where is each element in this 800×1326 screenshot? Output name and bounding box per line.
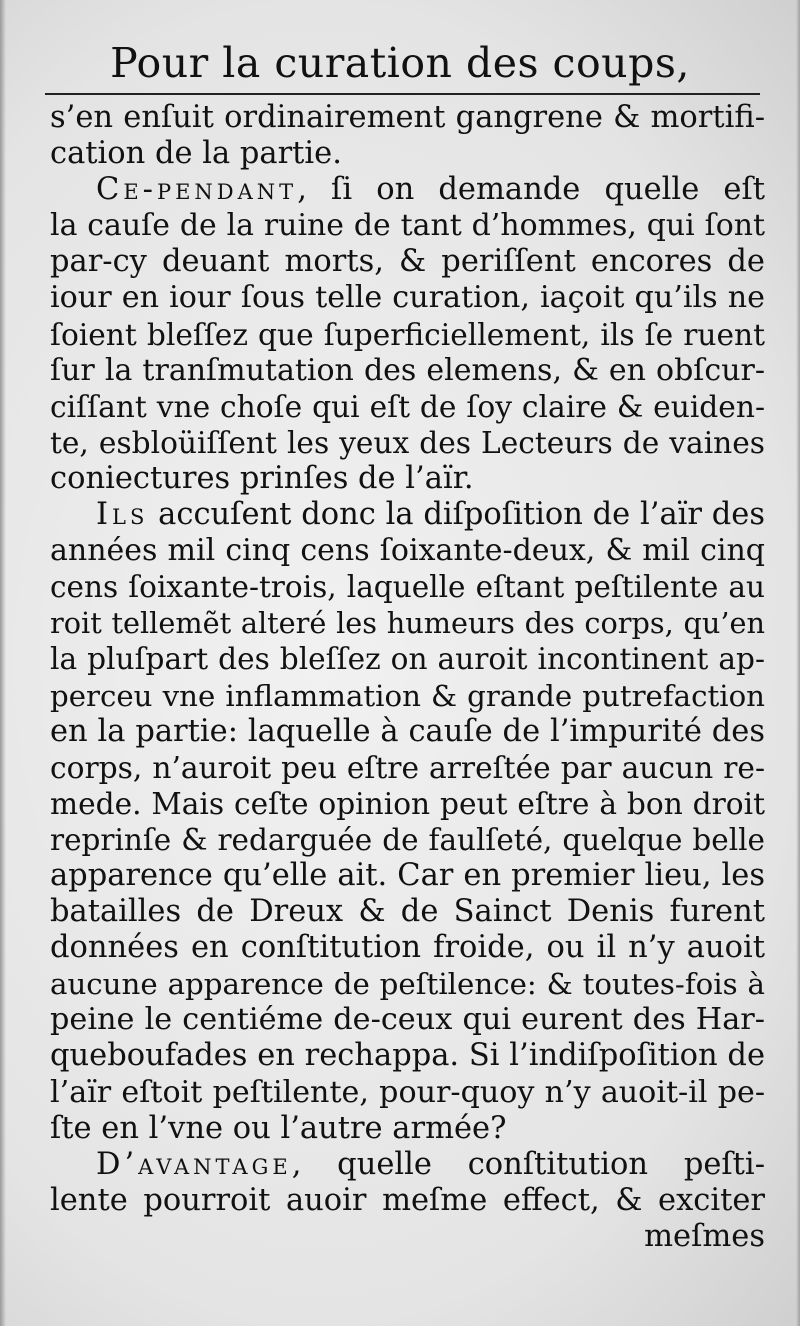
text-line: cens ſoixante-trois, laquelle eſtant peſtilente au xyxy=(50,570,765,605)
text-line: queboufades en rechappa. Si l’indiſpoſition de xyxy=(50,1038,765,1074)
text-line: iour en iour ſous telle curation, iaçoit qu’ils ne xyxy=(50,280,765,316)
paragraph-lead-word: D’avantage xyxy=(96,1146,292,1182)
text-line: données en conſtitution froide, ou il n’y auoit xyxy=(50,930,765,966)
paragraph-lead-word: Ils xyxy=(96,497,149,533)
paragraph-opening-line: Ils accuſent donc la diſpoſition de l’aïr des xyxy=(96,497,765,533)
text-line: te, esbloüiſſent les yeux des Lecteurs de vaines xyxy=(50,424,765,460)
text-line: par-cy deuant morts, & periſſent encores de xyxy=(50,244,765,280)
text-line: ciſſant vne choſe qui eſt de ſoy claire & euiden- xyxy=(50,388,765,424)
text-line: corps, n’auroit peu eſtre arreſtée par aucun re- xyxy=(50,749,765,785)
text-line: lente pourroit auoir meſme effect, & exciter xyxy=(50,1182,765,1218)
text-line: reprinſe & redarguée de faulſeté, quelque belle xyxy=(50,822,765,857)
body-text xyxy=(50,100,765,1255)
text-line: l’aïr eſtoit peſtilente, pour-quoy n’y auoit-il pe- xyxy=(50,1074,765,1110)
text-line: ſoient bleſſez que ſuperficiellement, ils ſe ruent xyxy=(50,316,765,352)
page-left-edge-shadow xyxy=(0,0,6,1326)
paragraph-opening-line: D’avantage, quelle conſtitution peſti- xyxy=(96,1146,765,1182)
text-line: coniectures prinſes de l’aïr. xyxy=(50,460,474,496)
page-right-edge-shadow xyxy=(796,0,800,1326)
text-line: apparence qu’elle ait. Car en premier lieu, les xyxy=(50,857,765,893)
paragraph-lead-word: Ce-pendant xyxy=(96,172,298,208)
text-line: la pluſpart des bleſſez on auroit incontinent ap- xyxy=(50,642,765,677)
text-line: cation de la partie. xyxy=(50,136,342,172)
text-line: ſte en l’vne ou l’autre armée? xyxy=(50,1110,507,1146)
text-line: la cauſe de la ruine de tant d’hommes, qui ſont xyxy=(50,208,765,244)
text-line: années mil cinq cens ſoixante-deux, & mil cinq xyxy=(50,533,765,569)
text-line: mede. Mais ceſte opinion peut eſtre à bon droit xyxy=(50,785,765,821)
text-line: ſur la tranſmutation des elemens, & en obſcur- xyxy=(50,352,765,388)
text-line: peine le centiéme de-ceux qui eurent des Har- xyxy=(50,1002,765,1038)
text-line: roit tellemẽt alteré les humeurs des corps, qu’en xyxy=(50,606,765,641)
head-rule xyxy=(45,93,760,95)
text-line: s’en enſuit ordinairement gangrene & mortifi- xyxy=(50,100,765,135)
running-head: Pour la curation des coups, xyxy=(110,39,690,87)
catchword: meſmes xyxy=(644,1218,765,1254)
text-line: perceu vne inflammation & grande putrefaction xyxy=(50,678,765,713)
paragraph-opening-line: Ce-pendant, ſi on demande quelle eſt xyxy=(96,172,765,208)
text-line: aucune apparence de peſtilence: & toutes-fois à xyxy=(50,967,765,1002)
text-line: batailles de Dreux & de Sainct Denis furent xyxy=(50,894,765,930)
text-line: en la partie: laquelle à cauſe de l’impurité des xyxy=(50,713,765,749)
